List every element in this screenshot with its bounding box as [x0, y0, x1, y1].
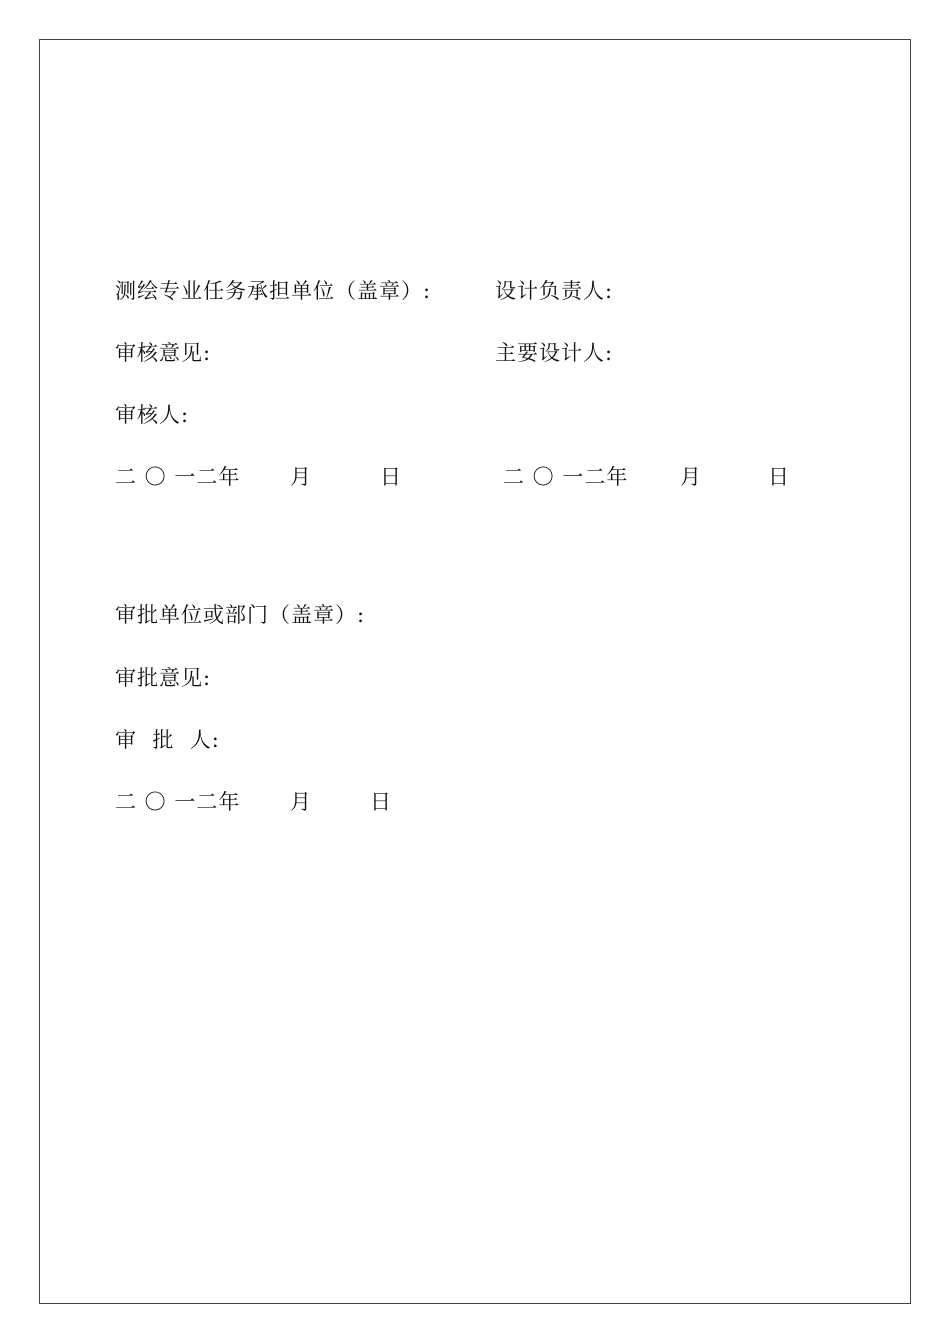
surveying-unit-seal-label: 测绘专业任务承担单位（盖章）:	[115, 279, 432, 303]
review-date-day: 日	[380, 465, 402, 489]
approver-label: 审 批 人:	[115, 728, 220, 752]
design-date-month: 月	[680, 465, 702, 489]
approval-date-day: 日	[370, 790, 392, 814]
main-designer-label: 主要设计人:	[495, 341, 614, 365]
review-date-month: 月	[290, 465, 312, 489]
design-date-day: 日	[768, 465, 790, 489]
reviewer-label: 审核人:	[115, 403, 190, 427]
review-date-year: 二 〇 一二年	[115, 465, 241, 489]
review-opinion-label: 审核意见:	[115, 341, 212, 365]
approval-date-month: 月	[290, 790, 312, 814]
design-lead-label: 设计负责人:	[495, 279, 614, 303]
approval-unit-seal-label: 审批单位或部门（盖章）:	[115, 603, 366, 627]
approval-date-year: 二 〇 一二年	[115, 790, 241, 814]
approval-opinion-label: 审批意见:	[115, 666, 212, 690]
design-date-year: 二 〇 一二年	[503, 465, 629, 489]
